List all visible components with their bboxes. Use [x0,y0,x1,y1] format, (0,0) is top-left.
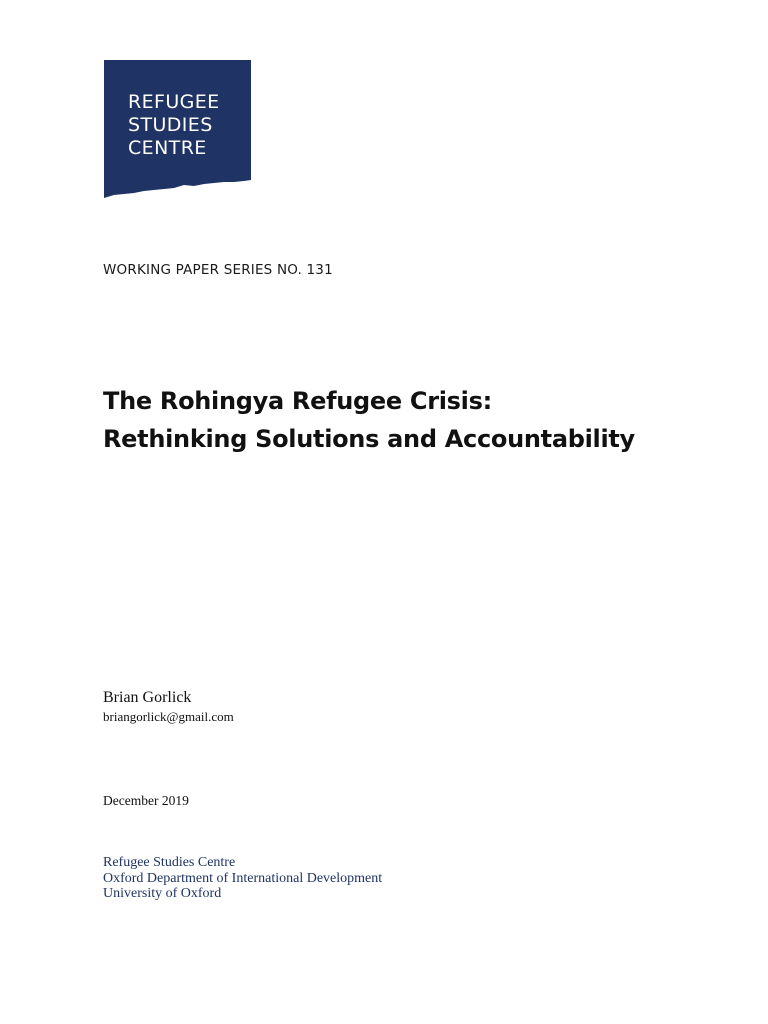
logo-text [128,91,220,160]
affiliation-department: Oxford Department of International Development [103,870,383,886]
author-name: Brian Gorlick [103,689,192,706]
logo-line-1: REFUGEE [128,91,220,113]
paper-title-line-2: Rethinking Solutions and Accountability [103,425,635,453]
author-email: briangorlick@gmail.com [103,709,234,724]
paper-title [103,382,635,458]
refugee-studies-centre-logo [104,60,251,200]
affiliation-centre: Refugee Studies Centre [103,855,236,870]
paper-title-line-1: The Rohingya Refugee Crisis: [103,387,492,415]
affiliation-university: University of Oxford [103,886,222,901]
working-paper-series: WORKING PAPER SERIES NO. 131 [103,262,333,278]
logo-line-2: STUDIES [128,114,213,136]
affiliation-block [103,855,382,902]
logo-line-3: CENTRE [128,137,207,159]
publication-date: December 2019 [103,793,189,808]
